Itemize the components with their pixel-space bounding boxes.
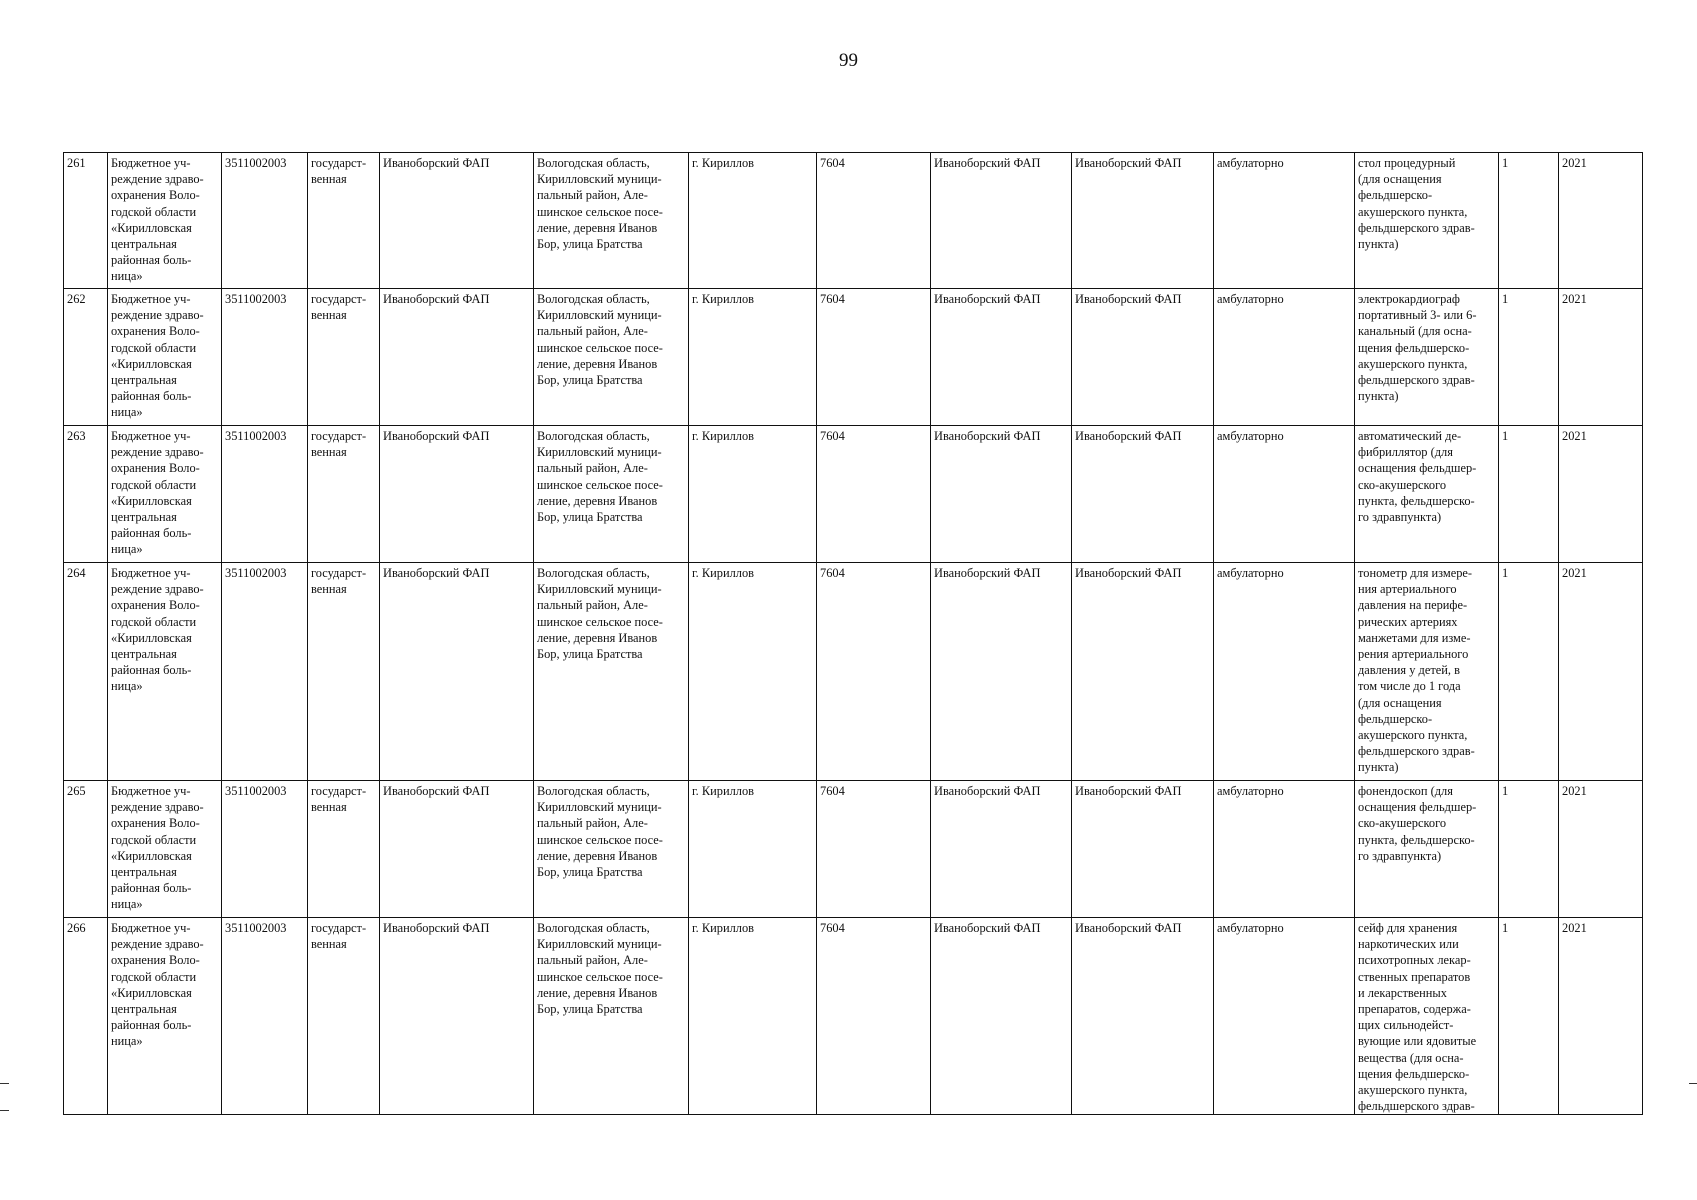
cell-code: 7604 <box>817 781 931 918</box>
cell-condition: амбулаторно <box>1214 563 1355 781</box>
cell-condition: амбулаторно <box>1214 153 1355 289</box>
cell-quantity: 1 <box>1499 289 1559 426</box>
cell-year: 2021 <box>1559 781 1643 918</box>
cell-code: 7604 <box>817 918 931 1115</box>
cell-code: 7604 <box>817 153 931 289</box>
cell-equipment: стол процедурный (для оснащения фельдшерско- акушерского пункта, фельдшерского здрав- пункта) <box>1355 153 1499 289</box>
cell-unit: Иваноборский ФАП <box>380 153 534 289</box>
cell-quantity: 1 <box>1499 781 1559 918</box>
cell-inn: 3511002003 <box>222 918 308 1115</box>
cell-year: 2021 <box>1559 153 1643 289</box>
cell-year: 2021 <box>1559 563 1643 781</box>
cell-quantity: 1 <box>1499 153 1559 289</box>
cell-address: Вологодская область, Кирилловский муници- пальный район, Але- шинское сельское посе- ление, деревня Иванов Бор, улица Братства <box>534 781 689 918</box>
cell-equipment: тонометр для измере- ния артериального давления на перифе- рических артериях манжетами для изме- рения артериального давления у детей, в том числе до 1 года (для оснащения фельдшерско- акушерского пункта, фельдшерского здрав- пункта) <box>1355 563 1499 781</box>
cell-unit: Иваноборский ФАП <box>380 289 534 426</box>
cell-city: г. Кириллов <box>689 918 817 1115</box>
page-number: 99 <box>839 50 858 71</box>
cell-equipment: сейф для хранения наркотических или психотропных лекар- ственных препаратов и лекарственных препаратов, содержа- щих сильнодейст- вующие или ядовитые вещества (для осна- щения фельдшерско- акушерского пункта, фельдшерского здрав- <box>1355 918 1499 1115</box>
cell-unit: Иваноборский ФАП <box>380 563 534 781</box>
cell-quantity: 1 <box>1499 563 1559 781</box>
table-row <box>64 563 1643 781</box>
cell-city: г. Кириллов <box>689 289 817 426</box>
cell-ownership: государст- венная <box>308 289 380 426</box>
cell-quantity: 1 <box>1499 426 1559 563</box>
cell-address: Вологодская область, Кирилловский муници- пальный район, Але- шинское сельское посе- ление, деревня Иванов Бор, улица Братства <box>534 153 689 289</box>
cell-condition: амбулаторно <box>1214 426 1355 563</box>
cell-inn: 3511002003 <box>222 563 308 781</box>
cell-institution: Бюджетное уч- реждение здраво- охранения Воло- годской области «Кирилловская центральная районная боль- ница» <box>108 918 222 1115</box>
cell-institution: Бюджетное уч- реждение здраво- охранения Воло- годской области «Кирилловская центральная районная боль- ница» <box>108 289 222 426</box>
cell-address: Вологодская область, Кирилловский муници- пальный район, Але- шинское сельское посе- ление, деревня Иванов Бор, улица Братства <box>534 426 689 563</box>
cell-city: г. Кириллов <box>689 781 817 918</box>
cell-ownership: государст- венная <box>308 426 380 563</box>
cell-unit-3: Иваноборский ФАП <box>1072 426 1214 563</box>
cell-number: 265 <box>64 781 108 918</box>
cell-ownership: государст- венная <box>308 153 380 289</box>
cell-unit-2: Иваноборский ФАП <box>931 781 1072 918</box>
cell-address: Вологодская область, Кирилловский муници- пальный район, Але- шинское сельское посе- ление, деревня Иванов Бор, улица Братства <box>534 563 689 781</box>
cell-city: г. Кириллов <box>689 563 817 781</box>
cell-condition: амбулаторно <box>1214 289 1355 426</box>
cell-equipment: электрокардиограф портативный 3- или 6- канальный (для осна- щения фельдшерско- акушерского пункта, фельдшерского здрав- пункта) <box>1355 289 1499 426</box>
cell-unit: Иваноборский ФАП <box>380 918 534 1115</box>
cell-year: 2021 <box>1559 289 1643 426</box>
left-margin-mark-2 <box>0 1110 9 1111</box>
table-row <box>64 153 1643 289</box>
cell-ownership: государст- венная <box>308 563 380 781</box>
left-margin-mark <box>0 1083 9 1084</box>
cell-ownership: государст- венная <box>308 781 380 918</box>
cell-year: 2021 <box>1559 918 1643 1115</box>
cell-inn: 3511002003 <box>222 153 308 289</box>
cell-inn: 3511002003 <box>222 426 308 563</box>
cell-institution: Бюджетное уч- реждение здраво- охранения Воло- годской области «Кирилловская центральная районная боль- ница» <box>108 426 222 563</box>
cell-equipment: фонендоскоп (для оснащения фельдшер- ско-акушерского пункта, фельдшерско- го здравпункта) <box>1355 781 1499 918</box>
cell-inn: 3511002003 <box>222 781 308 918</box>
cell-code: 7604 <box>817 289 931 426</box>
cell-unit: Иваноборский ФАП <box>380 781 534 918</box>
cell-unit: Иваноборский ФАП <box>380 426 534 563</box>
cell-number: 264 <box>64 563 108 781</box>
cell-quantity: 1 <box>1499 918 1559 1115</box>
cell-address: Вологодская область, Кирилловский муници- пальный район, Але- шинское сельское посе- ление, деревня Иванов Бор, улица Братства <box>534 918 689 1115</box>
table-row <box>64 289 1643 426</box>
cell-unit-3: Иваноборский ФАП <box>1072 153 1214 289</box>
right-margin-mark <box>1689 1083 1697 1084</box>
table-row <box>64 426 1643 563</box>
table-row <box>64 781 1643 918</box>
cell-institution: Бюджетное уч- реждение здраво- охранения Воло- годской области «Кирилловская центральная районная боль- ница» <box>108 153 222 289</box>
cell-city: г. Кириллов <box>689 153 817 289</box>
cell-unit-3: Иваноборский ФАП <box>1072 918 1214 1115</box>
cell-unit-3: Иваноборский ФАП <box>1072 289 1214 426</box>
cell-number: 261 <box>64 153 108 289</box>
cell-ownership: государст- венная <box>308 918 380 1115</box>
cell-condition: амбулаторно <box>1214 918 1355 1115</box>
cell-institution: Бюджетное уч- реждение здраво- охранения Воло- годской области «Кирилловская центральная районная боль- ница» <box>108 781 222 918</box>
cell-equipment: автоматический де- фибриллятор (для оснащения фельдшер- ско-акушерского пункта, фельдшерско- го здравпункта) <box>1355 426 1499 563</box>
cell-code: 7604 <box>817 426 931 563</box>
cell-unit-2: Иваноборский ФАП <box>931 289 1072 426</box>
cell-number: 262 <box>64 289 108 426</box>
table-row <box>64 918 1643 1115</box>
cell-unit-2: Иваноборский ФАП <box>931 153 1072 289</box>
cell-unit-3: Иваноборский ФАП <box>1072 563 1214 781</box>
cell-unit-2: Иваноборский ФАП <box>931 426 1072 563</box>
cell-address: Вологодская область, Кирилловский муници- пальный район, Але- шинское сельское посе- ление, деревня Иванов Бор, улица Братства <box>534 289 689 426</box>
cell-city: г. Кириллов <box>689 426 817 563</box>
cell-condition: амбулаторно <box>1214 781 1355 918</box>
cell-number: 263 <box>64 426 108 563</box>
cell-number: 266 <box>64 918 108 1115</box>
equipment-register-table <box>63 152 1643 1115</box>
cell-unit-3: Иваноборский ФАП <box>1072 781 1214 918</box>
cell-institution: Бюджетное уч- реждение здраво- охранения Воло- годской области «Кирилловская центральная районная боль- ница» <box>108 563 222 781</box>
cell-code: 7604 <box>817 563 931 781</box>
cell-inn: 3511002003 <box>222 289 308 426</box>
cell-year: 2021 <box>1559 426 1643 563</box>
cell-unit-2: Иваноборский ФАП <box>931 918 1072 1115</box>
cell-unit-2: Иваноборский ФАП <box>931 563 1072 781</box>
